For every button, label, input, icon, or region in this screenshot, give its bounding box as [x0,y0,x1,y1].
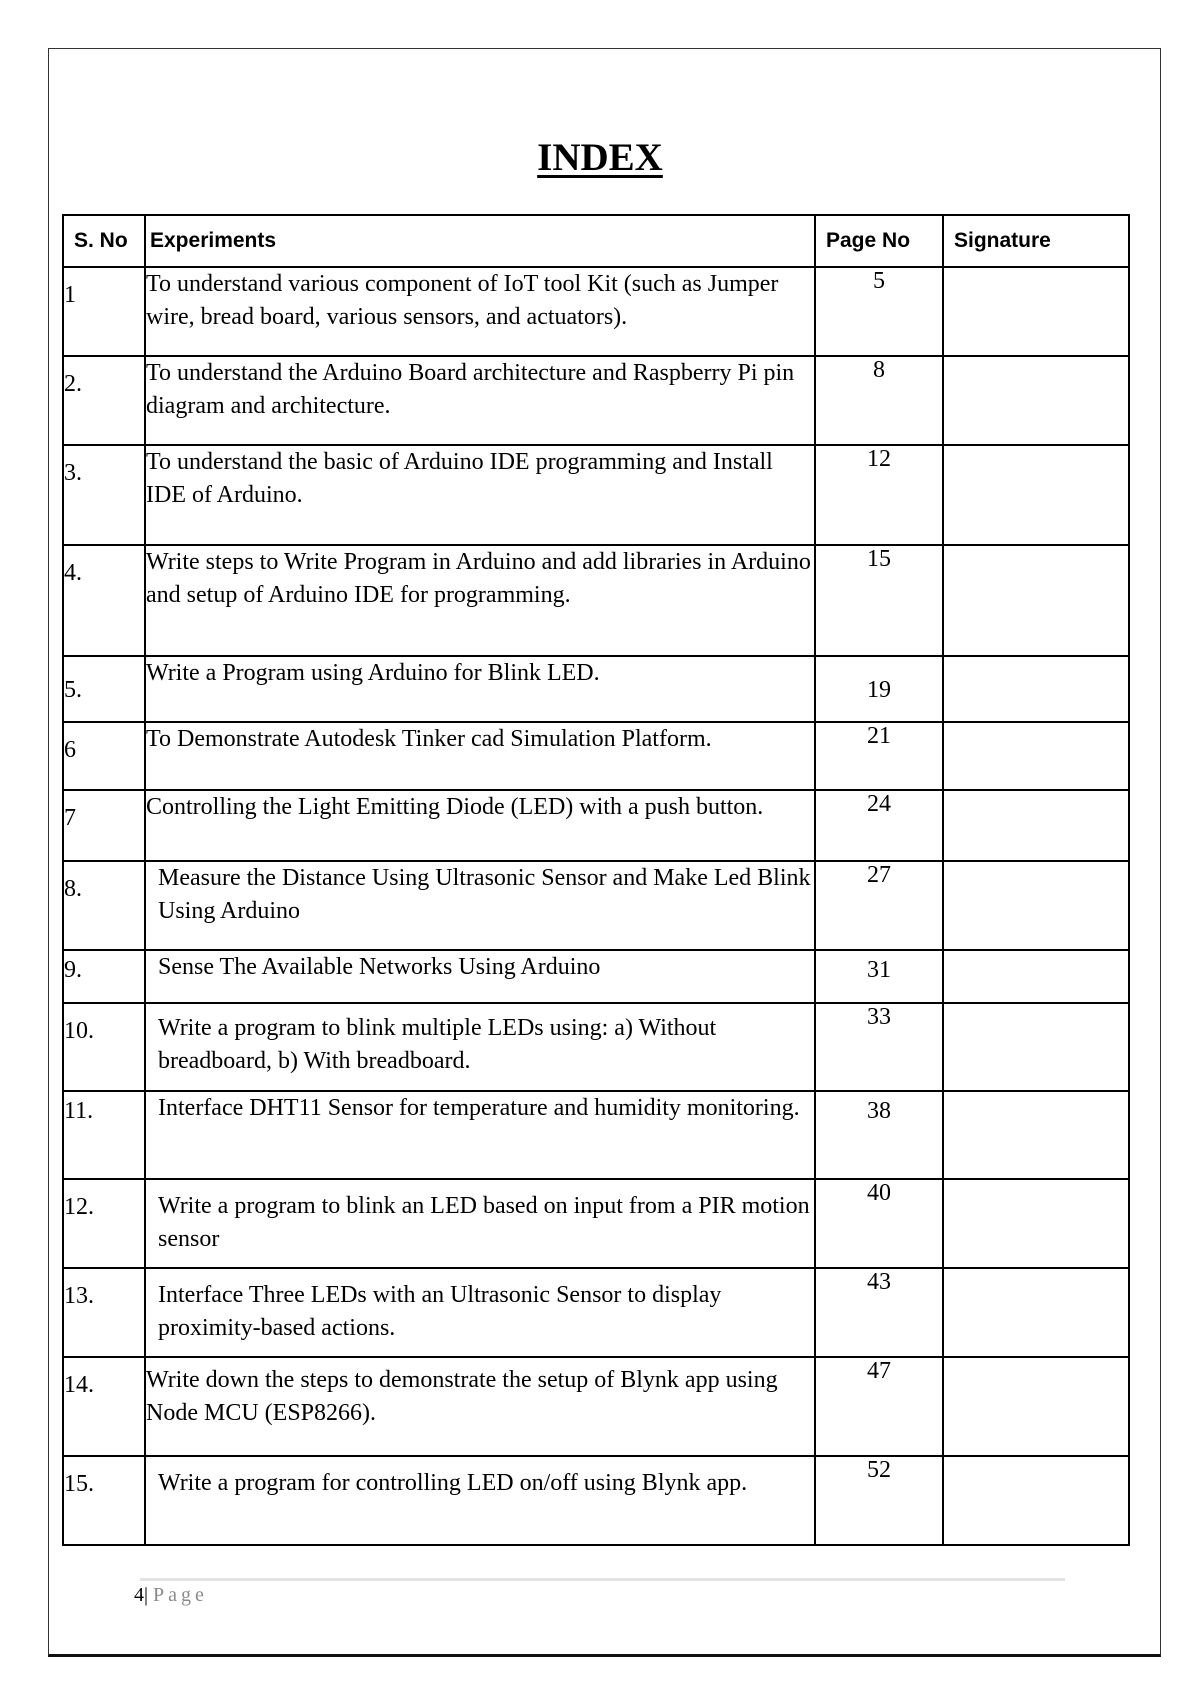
row-experiment: Write a program to blink an LED based on input from a PIR motion sensor [145,1179,815,1268]
row-sno: 8. [63,861,145,950]
row-signature [943,1268,1129,1357]
row-sno: 5. [63,656,145,722]
row-page: 12 [815,445,943,545]
table-row [63,1268,1129,1357]
row-sno: 9. [63,950,145,1003]
row-sno: 11. [63,1091,145,1179]
row-page: 19 [815,656,943,722]
row-experiment: Write down the steps to demonstrate the setup of Blynk app using Node MCU (ESP8266). [145,1357,815,1456]
page-footer [134,1584,208,1607]
index-table [62,214,1130,1546]
row-sno: 6 [63,722,145,790]
row-signature [943,1179,1129,1268]
row-experiment: Interface Three LEDs with an Ultrasonic Sensor to display proximity-based actions. [145,1268,815,1357]
table-row [63,1179,1129,1268]
table-row [63,656,1129,722]
row-page: 5 [815,267,943,356]
table-row [63,1456,1129,1545]
row-signature [943,356,1129,445]
row-signature [943,445,1129,545]
row-page: 52 [815,1456,943,1545]
row-sno: 4. [63,545,145,656]
table-row [63,445,1129,545]
footer-divider [140,1578,1065,1581]
table-row [63,861,1129,950]
row-sno: 10. [63,1003,145,1091]
header-sno: S. No [63,215,145,267]
row-experiment: Measure the Distance Using Ultrasonic Sensor and Make Led Blink Using Arduino [145,861,815,950]
row-sno: 3. [63,445,145,545]
row-sno: 15. [63,1456,145,1545]
row-signature [943,656,1129,722]
row-sno: 13. [63,1268,145,1357]
header-experiments: Experiments [145,215,815,267]
row-experiment: Sense The Available Networks Using Arduino [145,950,815,1003]
row-page: 31 [815,950,943,1003]
table-row [63,1091,1129,1179]
table-row [63,950,1129,1003]
row-sno: 12. [63,1179,145,1268]
row-page: 21 [815,722,943,790]
table-row [63,356,1129,445]
row-sno: 2. [63,356,145,445]
row-page: 47 [815,1357,943,1456]
row-sno: 1 [63,267,145,356]
row-experiment: Write a program to blink multiple LEDs using: a) Without breadboard, b) With breadboard. [145,1003,815,1091]
row-experiment: To understand the Arduino Board architecture and Raspberry Pi pin diagram and architecture. [145,356,815,445]
row-experiment: To understand various component of IoT tool Kit (such as Jumper wire, bread board, various sensors, and actuators). [145,267,815,356]
row-experiment: To Demonstrate Autodesk Tinker cad Simulation Platform. [145,722,815,790]
table-row [63,1003,1129,1091]
row-experiment: Write steps to Write Program in Arduino and add libraries in Arduino and setup of Arduino IDE for programming. [145,545,815,656]
row-signature [943,267,1129,356]
row-signature [943,861,1129,950]
row-experiment: Interface DHT11 Sensor for temperature and humidity monitoring. [145,1091,815,1179]
row-experiment: Write a Program using Arduino for Blink LED. [145,656,815,722]
row-signature [943,1357,1129,1456]
row-page: 43 [815,1268,943,1357]
row-page: 15 [815,545,943,656]
row-signature [943,790,1129,861]
row-page: 40 [815,1179,943,1268]
table-row [63,545,1129,656]
row-page: 24 [815,790,943,861]
table-row [63,1357,1129,1456]
footer-page-word: Page [153,1584,208,1606]
header-signature: Signature [943,215,1129,267]
row-page: 38 [815,1091,943,1179]
page-title: INDEX [537,136,663,179]
table-row [63,267,1129,356]
header-page-no: Page No [815,215,943,267]
row-signature [943,1091,1129,1179]
row-experiment: Write a program for controlling LED on/off using Blynk app. [145,1456,815,1545]
row-page: 27 [815,861,943,950]
row-signature [943,1003,1129,1091]
table-row [63,790,1129,861]
row-experiment: Controlling the Light Emitting Diode (LED) with a push button. [145,790,815,861]
row-page: 33 [815,1003,943,1091]
table-header-row [63,215,1129,267]
row-page: 8 [815,356,943,445]
row-sno: 14. [63,1357,145,1456]
row-signature [943,722,1129,790]
row-signature [943,545,1129,656]
row-signature [943,950,1129,1003]
row-signature [943,1456,1129,1545]
row-experiment: To understand the basic of Arduino IDE programming and Install IDE of Arduino. [145,445,815,545]
row-sno: 7 [63,790,145,861]
table-row [63,722,1129,790]
footer-page-number: 4 [134,1584,144,1606]
footer-separator: | [144,1584,149,1606]
